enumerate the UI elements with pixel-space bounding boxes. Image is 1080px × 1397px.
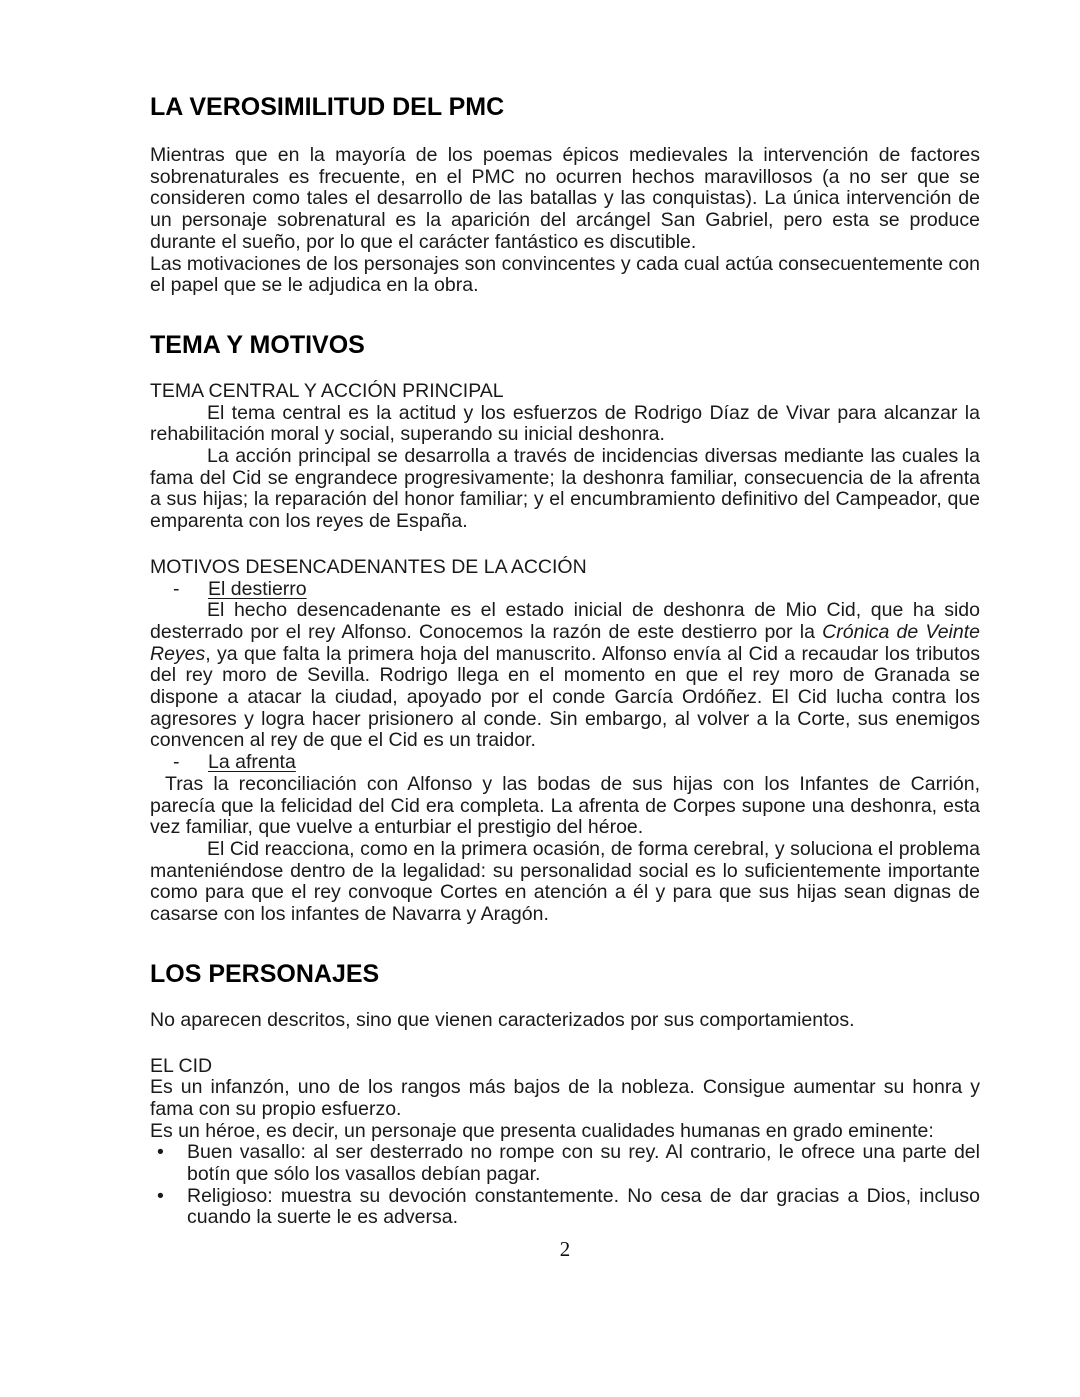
bullet-icon: •	[157, 1184, 164, 1207]
heading-los-personajes: LOS PERSONAJES	[150, 959, 380, 988]
list-item-destierro	[150, 579, 980, 601]
item-title-afrenta: La afrenta	[208, 751, 296, 774]
paragraph-afrenta-1: Tras la reconciliación con Alfonso y las bodas de sus hijas con los Infantes de Carrión, parecía que la felicidad del Cid era completa. La afrenta de Corpes supone una deshonra, esta vez familiar, que vuelve a enturbiar el prestigio del héroe.	[150, 772, 980, 839]
list-item-religioso	[150, 1186, 980, 1229]
destierro-work-title: Crónica de Veinte Reyes	[150, 620, 980, 665]
paragraph-afrenta-2: El Cid reacciona, como en la primera ocasión, de forma cerebral, y soluciona el problema manteniéndose dentro de la legalidad: su personalidad social es lo suficientemente importante como para que el rey convoque Cortes en atención a él y para que sus hijas sean dignas de casarse con los infantes de Navarra y Aragón.	[150, 837, 980, 926]
dash-marker: -	[173, 577, 180, 600]
page-number: 2	[559, 1237, 571, 1262]
paragraph-personajes-intro: No aparecen descritos, sino que vienen caracterizados por sus comportamientos.	[150, 1008, 855, 1031]
paragraph-destierro	[150, 600, 980, 752]
paragraph-verosimilitud-1: Mientras que en la mayoría de los poemas épicos medievales la intervención de factores sobrenaturales es frecuente, en el PMC no ocurren hechos maravillosos (a no ser que se consideren como tales el desarrollo de las batallas y las conquistas). La única intervención de un personaje sobrenatural es la aparición del arcángel San Gabriel, pero esta se produce durante el sueño, por lo que el carácter fantástico es discutible.	[150, 144, 980, 253]
list-item-buen-vasallo	[150, 1142, 980, 1185]
heading-verosimilitud: LA VEROSIMILITUD DEL PMC	[150, 93, 505, 121]
paragraph-cid-2: Es un héroe, es decir, un personaje que presenta cualidades humanas en grado eminente:	[150, 1119, 934, 1142]
paragraph-tema-central-1: El tema central es la actitud y los esfuerzos de Rodrigo Díaz de Vivar para alcanzar la rehabilitación moral y social, superando su inicial deshonra.	[150, 401, 980, 446]
bullet-text: Buen vasallo: al ser desterrado no rompe con su rey. Al contrario, le ofrece una parte del botín que sólo los vasallos debían pagar.	[187, 1141, 980, 1186]
subheading-tema-central: TEMA CENTRAL Y ACCIÓN PRINCIPAL	[150, 379, 504, 402]
heading-tema-y-motivos: TEMA Y MOTIVOS	[150, 330, 365, 359]
paragraph-verosimilitud-2: Las motivaciones de los personajes son convincentes y cada cual actúa consecuentemente con el papel que se le adjudica en la obra.	[150, 252, 980, 297]
paragraph-cid-1: Es un infanzón, uno de los rangos más bajos de la nobleza. Consigue aumentar su honra y fama con su propio esfuerzo.	[150, 1076, 980, 1120]
paragraph-tema-central-2: La acción principal se desarrolla a través de incidencias diversas mediante las cuales la fama del Cid se engrandece progresivamente; la deshonra familiar, consecuencia de la afrenta a sus hijas; la reparación del honor familiar; y el encumbramiento definitivo del Campeador, que emparenta con los reyes de España.	[150, 445, 980, 533]
subheading-motivos-desencadenantes: MOTIVOS DESENCADENANTES DE LA ACCIÓN	[150, 555, 587, 578]
bullet-text: Religioso: muestra su devoción constantemente. No cesa de dar gracias a Dios, incluso cuando la suerte le es adversa.	[187, 1184, 980, 1229]
dash-marker: -	[173, 751, 180, 774]
item-title-destierro: El destierro	[208, 577, 307, 600]
destierro-text-end: , ya que falta la primera hoja del manuscrito. Alfonso envía al Cid a recaudar los tributos del rey moro de Sevilla. Rodrigo llega en el momento en que el rey moro de Granada se dispone a atacar la ciudad, apoyado por el conde García Ordóñez. El Cid lucha contra los agresores y logra hacer prisionero al conde. Sin embargo, al volver a la Corte, sus enemigos convencen al rey de que el Cid es un traidor.	[150, 642, 980, 752]
cid-traits-list	[150, 1142, 980, 1229]
subheading-el-cid: EL CID	[150, 1054, 213, 1077]
destierro-text-start: El hecho desencadenante es el estado inicial de deshonra de Mio Cid, que ha sido desterrado por el rey Alfonso. Conocemos la razón de este destierro por la	[150, 599, 980, 643]
list-item-afrenta	[150, 752, 980, 774]
bullet-icon: •	[157, 1141, 164, 1164]
